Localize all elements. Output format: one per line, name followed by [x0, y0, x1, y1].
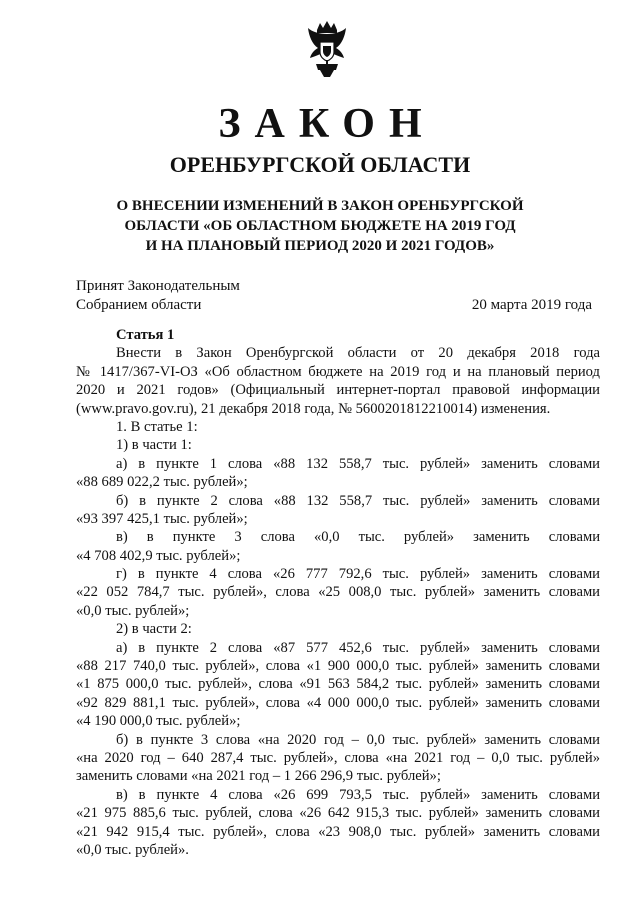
paragraph-line: «4 190 000,0 тыс. рублей»; [76, 713, 241, 730]
paragraph-line: 1) в части 1: [116, 437, 192, 454]
law-title: ЗАКОН [218, 101, 436, 147]
adoption-date: 20 марта 2019 года [471, 297, 592, 313]
paragraph-line: 2) в части 2: [116, 621, 192, 638]
paragraph-line: в) в пункте 3 слова «0,0 тыс. рублей» заменить словами [116, 529, 600, 546]
subtitle-line: О ВНЕСЕНИИ ИЗМЕНЕНИЙ В ЗАКОН ОРЕНБУРГСКОЙ [116, 198, 524, 214]
paragraph-line: а) в пункте 1 слова «88 132 558,7 тыс. рублей» заменить словами [116, 455, 600, 472]
article-heading: Статья 1 [116, 327, 175, 343]
paragraph-line: «88 217 740,0 тыс. рублей», слова «1 900 000,0 тыс. рублей» заменить словами [76, 658, 600, 675]
paragraph-line: «22 052 784,7 тыс. рублей», слова «25 008,0 тыс. рублей» заменить словами [76, 584, 600, 601]
paragraph-line: а) в пункте 2 слова «87 577 452,6 тыс. рублей» заменить словами [116, 639, 600, 656]
paragraph-line: б) в пункте 2 слова «88 132 558,7 тыс. рублей» заменить словами [116, 492, 600, 509]
paragraph-line: б) в пункте 3 слова «на 2020 год – 0,0 тыс. рублей» заменить словами [116, 731, 600, 748]
paragraph-line: в) в пункте 4 слова «26 699 793,5 тыс. рублей» заменить словами [116, 786, 600, 803]
paragraph-line: «0,0 тыс. рублей». [76, 841, 189, 858]
paragraph-line: «21 975 885,6 тыс. рублей, слова «26 642 915,3 тыс. рублей» заменить словами [76, 805, 600, 822]
paragraph-line: «1 875 000,0 тыс. рублей», слова «91 563 584,2 тыс. рублей» заменить словами [76, 676, 600, 693]
article-lines [76, 344, 600, 859]
paragraph-line: «93 397 425,1 тыс. рублей»; [76, 510, 248, 527]
paragraph-line: 2020 и 2021 годов» (Официальный интернет-портал правовой информации [76, 382, 600, 399]
paragraph-line: «0,0 тыс. рублей»; [76, 602, 190, 619]
adoption-block [76, 277, 240, 315]
paragraph-line: Внести в Закон Оренбургской области от 20 декабря 2018 года [116, 345, 600, 362]
paragraph-line: (www.pravo.gov.ru), 21 декабря 2018 года, № 5600201812210014) изменения. [76, 400, 551, 417]
adoption-line: Собранием области [76, 297, 202, 313]
article-body [76, 326, 600, 859]
paragraph-line: «4 708 402,9 тыс. рублей»; [76, 547, 241, 564]
subtitle-line: И НА ПЛАНОВЫЙ ПЕРИОД 2020 И 2021 ГОДОВ» [145, 238, 495, 254]
paragraph-line: № 1417/367-VI-ОЗ «Об областном бюджете на 2019 год и на плановый период [76, 363, 600, 380]
paragraph-line: «на 2020 год – 640 287,4 тыс. рублей», слова «на 2021 год – 0,0 тыс. рублей» [76, 749, 600, 766]
paragraph-line: 1. В статье 1: [116, 418, 198, 435]
region-title: ОРЕНБУРГСКОЙ ОБЛАСТИ [169, 152, 471, 177]
coat-of-arms-icon [306, 20, 348, 78]
paragraph-line: г) в пункте 4 слова «26 777 792,6 тыс. рублей» заменить словами [116, 566, 600, 583]
law-subtitle [0, 196, 640, 256]
paragraph-line: «88 689 022,2 тыс. рублей»; [76, 474, 248, 491]
subtitle-line: ОБЛАСТИ «ОБ ОБЛАСТНОМ БЮДЖЕТЕ НА 2019 ГОД [124, 218, 516, 234]
adoption-line: Принят Законодательным [76, 278, 240, 294]
paragraph-line: «92 829 881,1 тыс. рублей», слова «4 000 000,0 тыс. рублей» заменить словами [76, 694, 600, 711]
paragraph-line: заменить словами «на 2021 год – 1 266 296,9 тыс. рублей»; [76, 768, 441, 785]
paragraph-line: «21 942 915,4 тыс. рублей», слова «23 908,0 тыс. рублей» заменить словами [76, 823, 600, 840]
